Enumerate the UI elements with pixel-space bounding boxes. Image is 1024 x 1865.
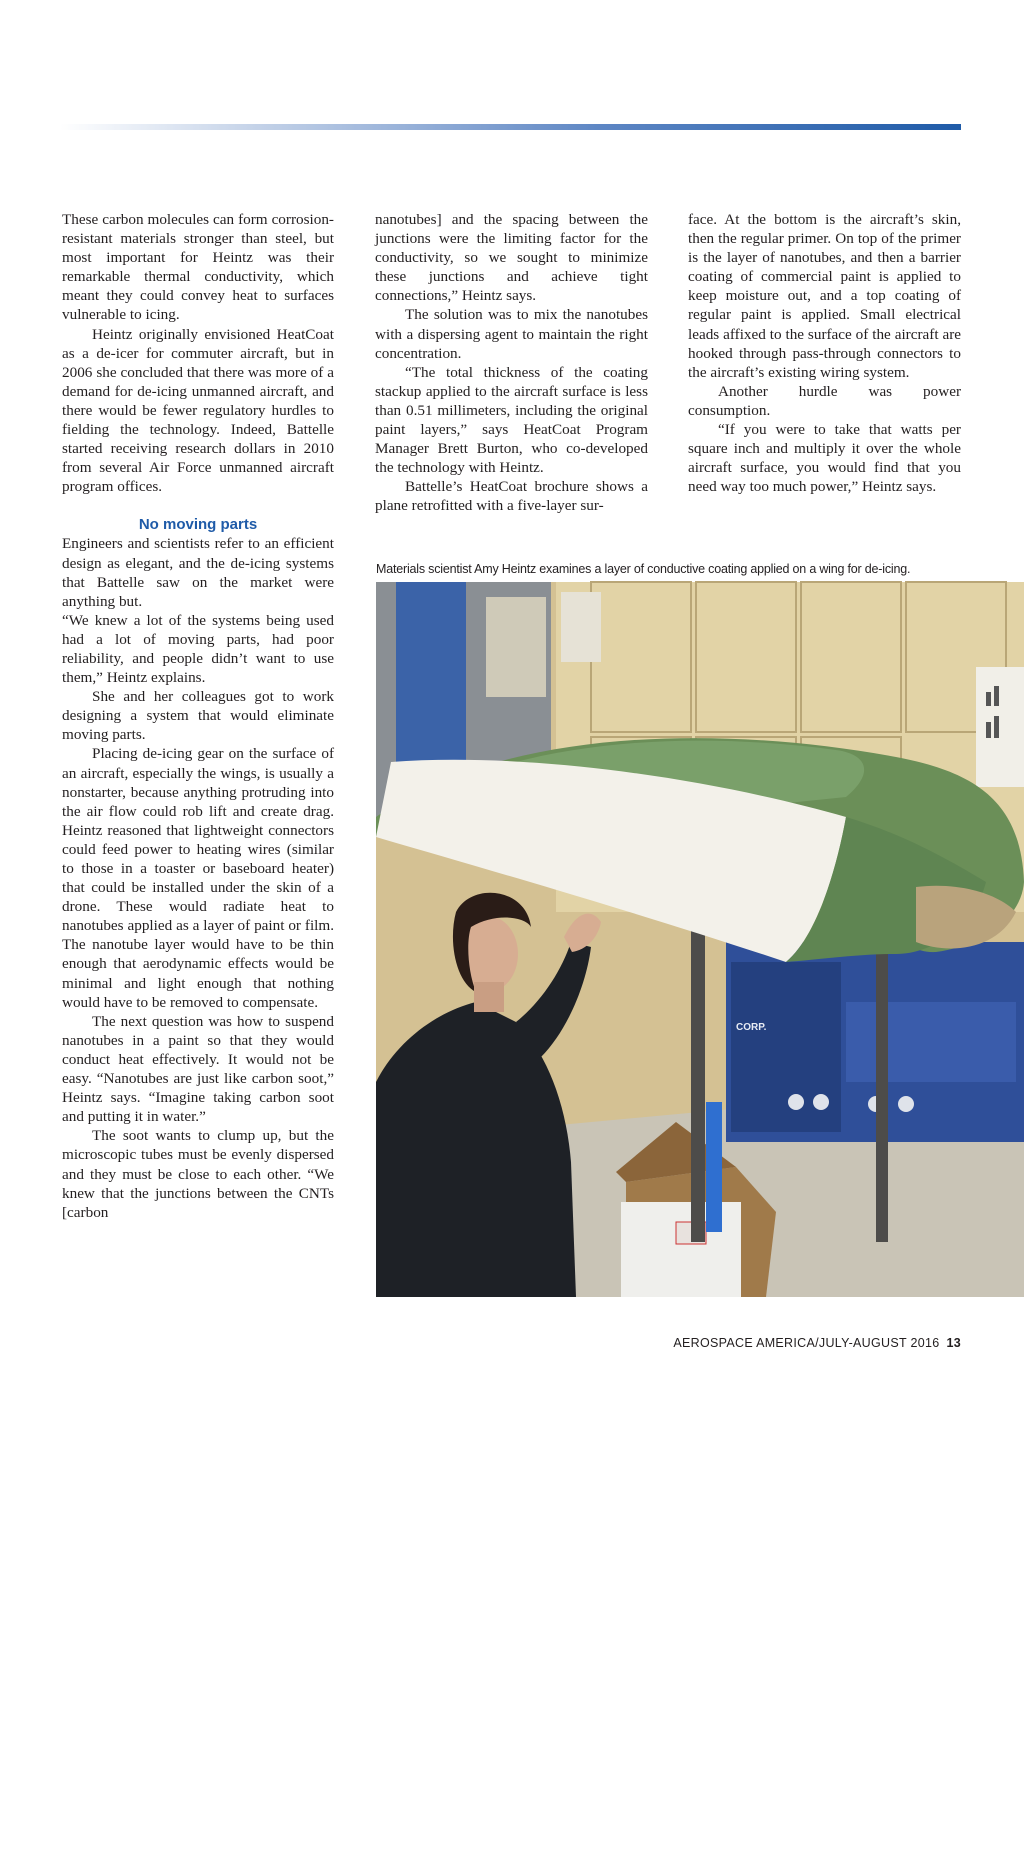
article-column-1 — [62, 210, 334, 1222]
article-column-2 — [375, 210, 648, 516]
paragraph: The solution was to mix the nanotubes with a dispersing agent to maintain the right concentration. — [375, 306, 648, 362]
page-number: 13 — [946, 1336, 961, 1350]
paragraph: The next question was how to suspend nanotubes in a paint so that they would conduct heat effectively. It would not be easy. “Nanotubes are just like carbon soot,” Heintz says. “Imagine taking carbon soot and putting it in water.” — [62, 1012, 334, 1126]
paragraph: “If you were to take that watts per square inch and multiply it over the whole aircraft surface, you would find that you need way too much power,” Heintz says. — [688, 421, 961, 496]
box-label: CORP. — [736, 1022, 767, 1033]
header-gradient-rule — [60, 124, 961, 130]
photo-credit: Battelle — [764, 1853, 802, 1865]
publication-info: AEROSPACE AMERICA/JULY-AUGUST 2016 — [673, 1336, 940, 1350]
paragraph: These carbon molecules can form corrosion-resistant materials stronger than steel, but most important for Heintz was their remarkable thermal conductivity, which meant they could convey heat to surfaces vulnerable to icing. — [62, 211, 334, 324]
paragraph: Placing de-icing gear on the surface of an aircraft, especially the wings, is usually a nonstarter, because anything protruding into the air flow could rob lift and create drag. Heintz reasoned that lightweight connectors could feed power to heating wires (similar to those in a toaster or baseboard heater) that could be installed under the skin of a drone. These would radiate heat to nanotubes applied as a layer of paint or film. The nanotube layer would have to be thin enough that aerodynamic effects would be minimal and light enough that nothing would have to be removed to compensate. — [62, 745, 334, 1011]
paragraph: Heintz originally envisioned HeatCoat as a de-icer for commuter aircraft, but in 2006 she concluded that there was more of a demand for de-icing unmanned aircraft, and there would be fewer regulatory hurdles to fielding the technology. Indeed, Battelle started receiving research dollars in 2010 from several Air Force unmanned aircraft program offices. — [62, 325, 334, 496]
paragraph: face. At the bottom is the aircraft’s skin, then the regular primer. On top of the primer is the layer of nanotubes, and then a barrier coating of commercial paint is applied to keep moisture out, and a top coating of regular paint is applied. Small electrical leads affixed to the surface of the aircraft are hooked through pass-through connectors to the aircraft’s existing wiring system. — [688, 211, 961, 381]
paragraph: She and her colleagues got to work designing a system that would eliminate moving parts. — [62, 688, 334, 744]
paragraph: Another hurdle was power consumption. — [688, 382, 961, 419]
page-footer — [673, 1336, 961, 1350]
paragraph: The soot wants to clump up, but the microscopic tubes must be evenly dispersed and they must be close to each other. “We knew that the junctions between the CNTs [carbon — [62, 1127, 334, 1221]
article-column-3 — [688, 210, 961, 496]
paragraph: “The total thickness of the coating stackup applied to the aircraft surface is less than 0.51 millimeters, including the original paint layers,” says HeatCoat Program Manager Brett Burton, who co-developed the technology with Heintz. — [375, 363, 648, 477]
paragraph: Battelle’s HeatCoat brochure shows a plane retrofitted with a five-layer sur- — [375, 478, 648, 515]
paragraph: nanotubes] and the spacing between the junctions were the limiting factor for the conductivity, so we sought to minimize these junctions and achieve tight connections,” Heintz says. — [375, 211, 648, 305]
paragraph: Engineers and scientists refer to an efficient design as elegant, and the de-icing systems that Battelle saw on the market were anything but. — [62, 535, 334, 610]
section-subhead: No moving parts — [138, 516, 258, 534]
photo-caption: Materials scientist Amy Heintz examines a layer of conductive coating applied on a wing for de-icing. — [376, 562, 911, 576]
paragraph: “We knew a lot of the systems being used had a lot of moving parts, had poor reliability, and people didn’t want to use them,” Heintz explains. — [62, 611, 334, 687]
